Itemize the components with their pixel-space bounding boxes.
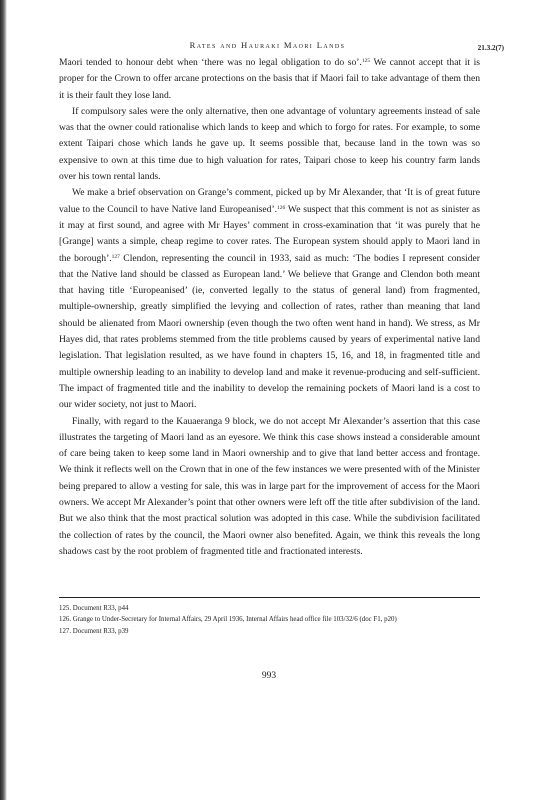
- paragraph-text: We cannot accept that it is proper for the Crown to offer arcane protections on the basis that if Maori fail to take advantage of them then it is their fault they lose land.: [59, 57, 481, 101]
- body-text: [59, 55, 480, 560]
- paragraph: [59, 414, 480, 561]
- paragraph: [59, 55, 480, 104]
- footnote-divider: [59, 597, 480, 598]
- section-number: 21.3.2(7): [477, 44, 504, 52]
- footnote-ref: 126: [277, 204, 286, 211]
- paragraph-text: Clendon, representing the council in 1933, said as much: ‘The bodies I represent consider that the Native land should be classed as European land.’ We believe that Grange and Clendon both meant that having title ‘Europeanised’ (ie, converted legally to the status of general land) from fragmented, multiple-ownership, greatly simplified the levying and collection of rates, rather than meaning that land should be alienated from Maori ownership (even though the two often went hand in hand). We stress, as Mr Hayes did, that rates problems stemmed from the title problems caused by years of experimental native land legislation. That legislation resulted, as we have found in chapters 15, 16, and 18, in fragmented title and multiple ownership leading to an inability to develop land and make it revenue-producing and self-sufficient. The impact of fragmented title and the inability to develop the remaining pockets of Maori land is a cost to our wider society, not just to Maori.: [59, 252, 480, 411]
- footnotes: [59, 603, 480, 637]
- paragraph-text: Maori tended to honour debt when ‘there was no legal obligation to do so’.: [59, 57, 362, 68]
- footnote: 127. Document R33, p39: [59, 627, 129, 635]
- paragraph-text: We suspect that this comment is not as sinister as it may at first sound, and agree with Mr Hayes’ comment in cross-examination that ‘it was purely that he [Grange] wants a simple, cheap regime to cover rates. The European system should apply to Maori land in the borough’.: [59, 203, 480, 264]
- paragraph: [59, 185, 480, 413]
- running-header: Rates and Hauraki Maori Lands: [189, 40, 346, 50]
- footnote-ref: 125: [361, 58, 371, 64]
- paragraph-text: We make a brief observation on Grange’s comment, picked up by Mr Alexander, that ‘It is of great future value to the Council to have Native land Europeanised’.: [59, 187, 480, 215]
- footnote: 126. Grange to Under-Secretary for Internal Affairs, 29 April 1936, Internal Affairs head office file 103/32/6 (doc F1, p20): [59, 616, 397, 624]
- paragraph-text: If compulsory sales were the only alternative, then one advantage of voluntary agreements instead of sale was that the owner could rationalise which lands to keep and which to forgo for rates. For example, to some extent Taipari chose which lands he gave up. It seems possible that, because land in the town was so expensive to own at this time due to high valuation for rates, Taipari chose to keep his country farm lands over his town rental lands.: [59, 105, 480, 183]
- paragraph-text: Finally, with regard to the Kauaeranga 9 block, we do not accept Mr Alexander’s assertion that this case illustrates the targeting of Maori land as an eyesore. We think this case shows instead a considerable amount of care being taken to keep some land in Maori ownership and to give that land better access and frontage. We think it reflects well on the Crown that in one of the few instances we were presented with of the Minister being prepared to allow a vesting for sale, this was in large part for the improvement of access for the Maori owners. We accept Mr Alexander’s point that other owners were left off the title after subdivision of the land. But we also think that the most practical solution was adopted in this case. While the subdivision facilitated the collection of rates by the council, the Maori owner also benefited. Again, we think this reveals the long shadows cast by the root problem of fragmented title and fractionated interests.: [59, 415, 480, 557]
- page-number: 993: [261, 671, 277, 681]
- footnote: 125. Document R33, p44: [59, 605, 129, 612]
- paragraph: [59, 104, 480, 185]
- footnote-ref: 127: [111, 253, 120, 260]
